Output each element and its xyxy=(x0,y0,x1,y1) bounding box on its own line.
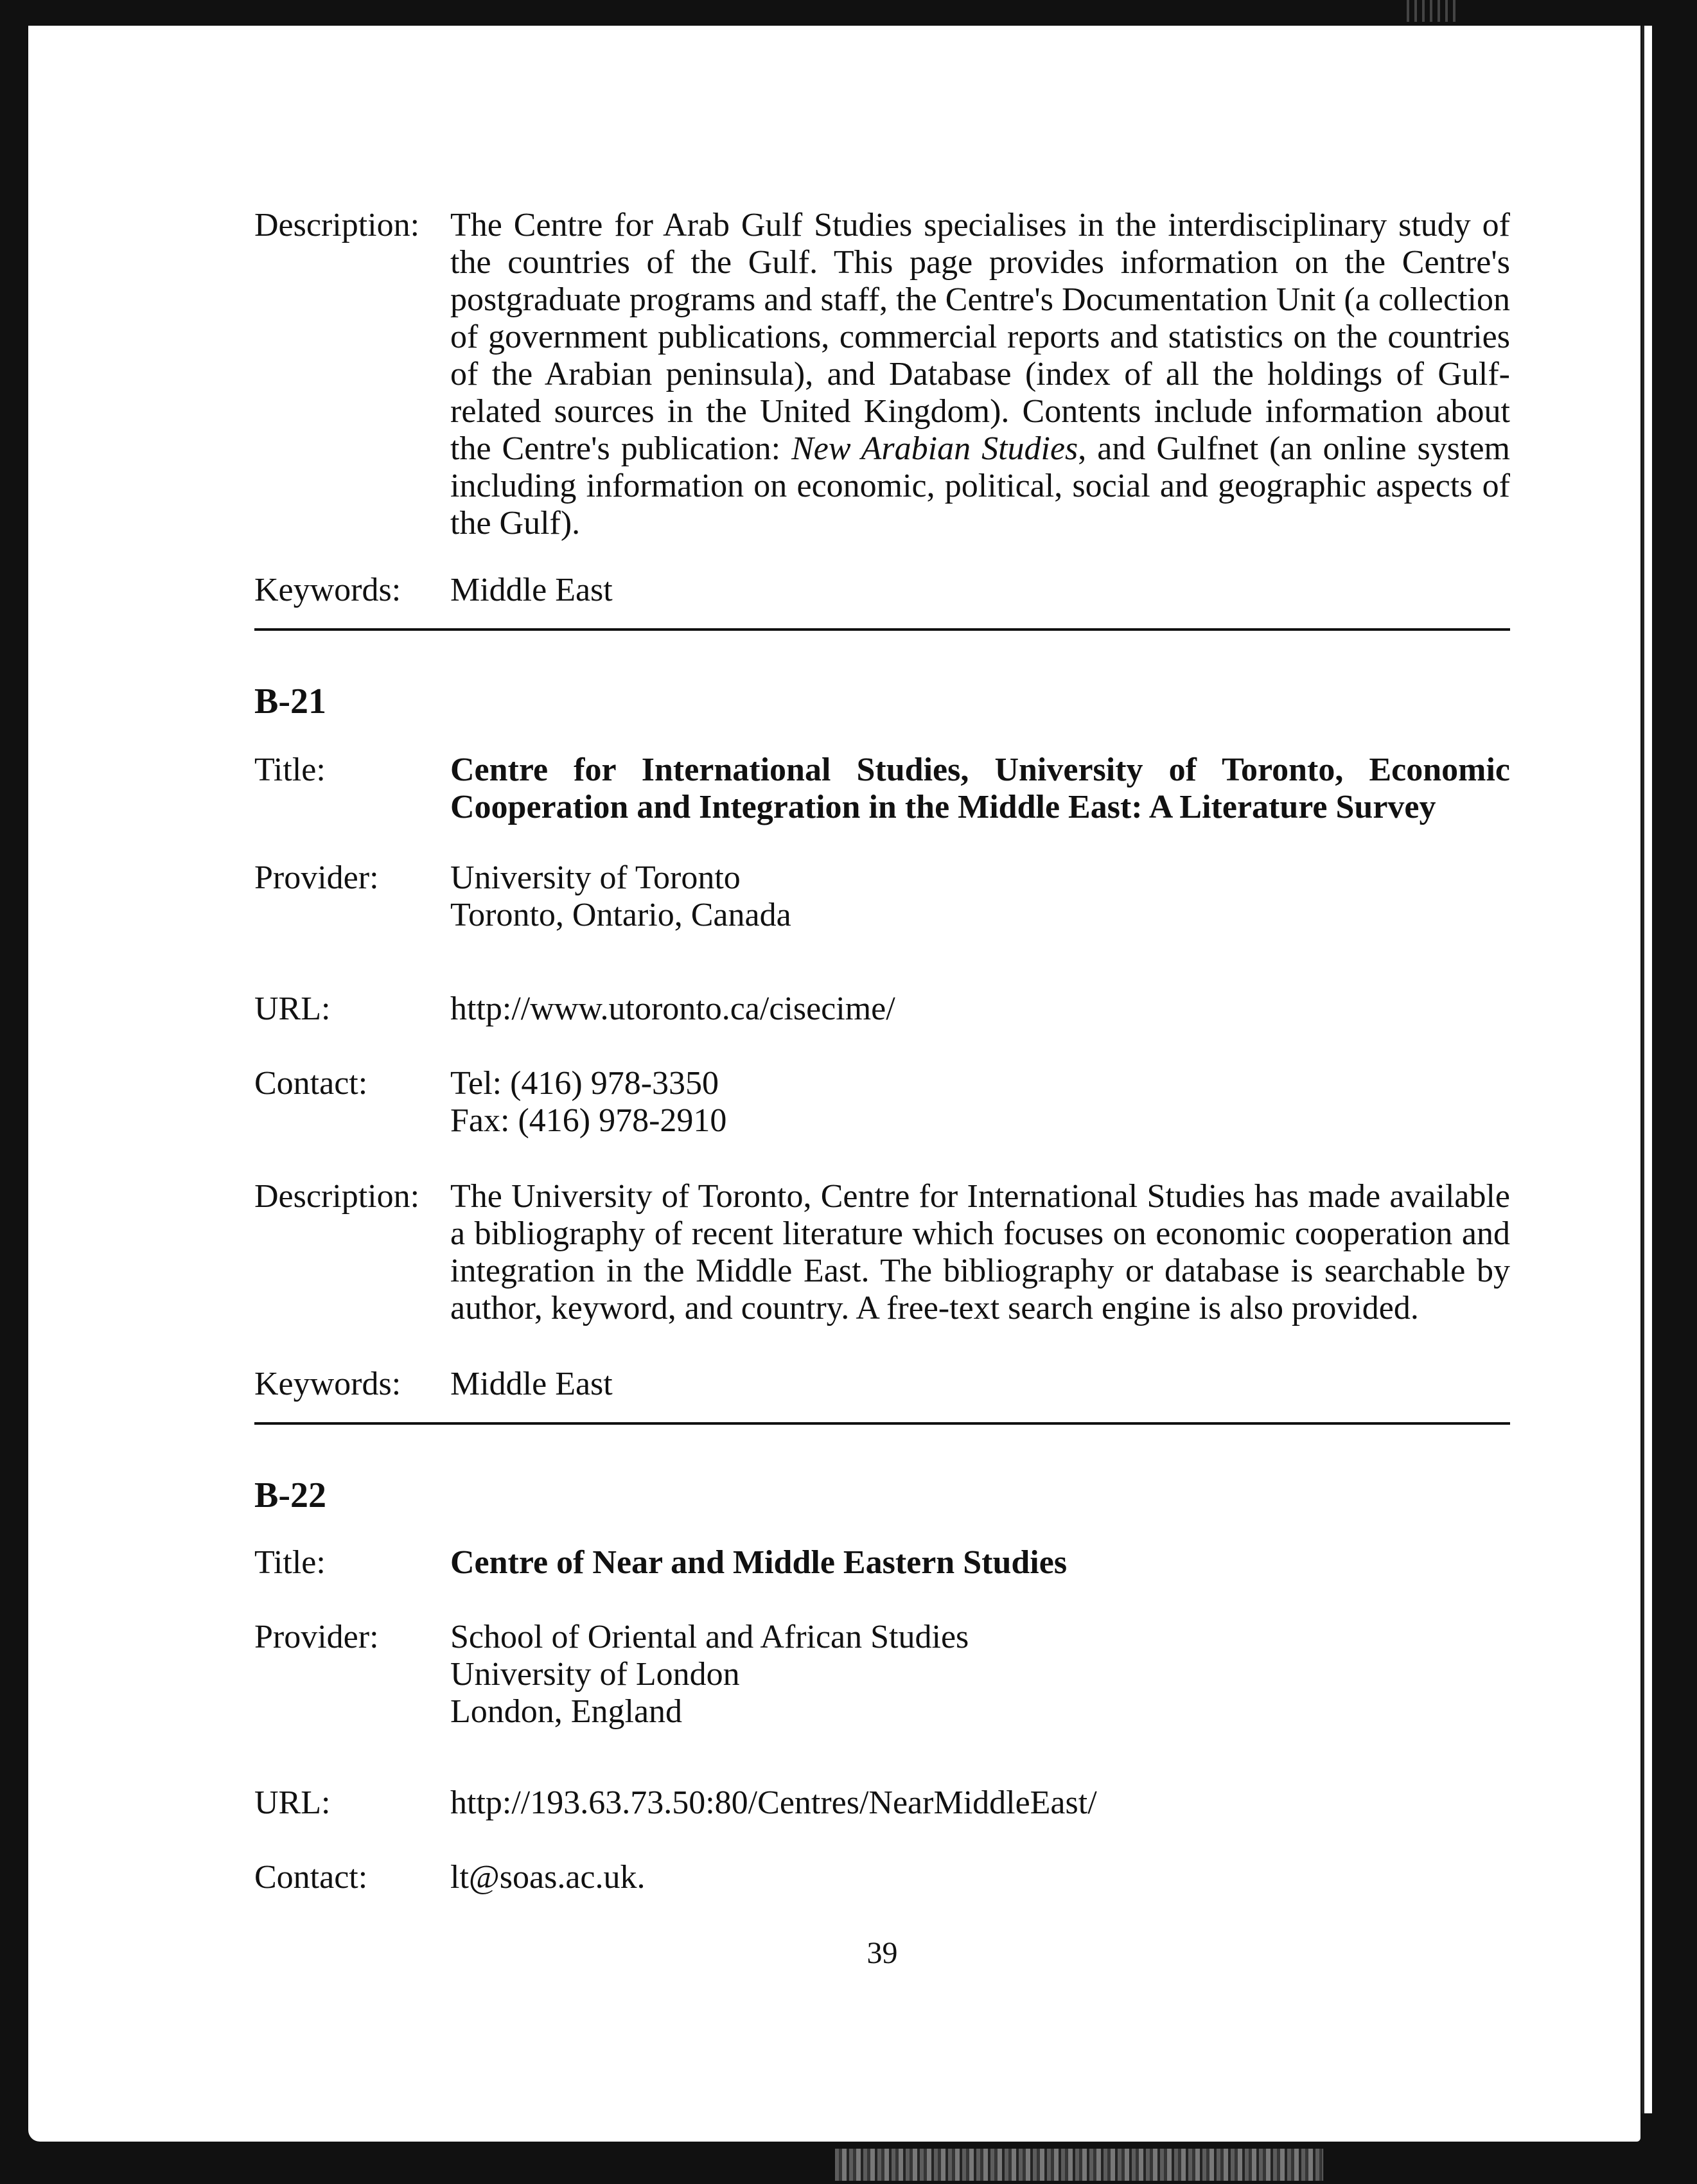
b21-contact xyxy=(450,1065,1510,1140)
b21-title: Centre for International Studies, University of Toronto, Economic Cooperation and Integration in the Middle East: A Literature Survey xyxy=(450,752,1510,825)
prev-description-pub-title: New Arabian Studies xyxy=(791,430,1078,467)
provider-label: Provider: xyxy=(254,1619,379,1655)
b21-keywords: Middle East xyxy=(450,1366,613,1402)
document-page xyxy=(28,26,1640,2142)
prev-description-text xyxy=(450,207,1510,542)
b21-provider-line: Toronto, Ontario, Canada xyxy=(450,897,791,933)
b21-contact-line: Tel: (416) 978-3350 xyxy=(450,1065,719,1102)
section-divider xyxy=(254,1422,1510,1425)
keywords-label: Keywords: xyxy=(254,1366,401,1402)
b21-provider xyxy=(450,859,1510,934)
b22-contact: lt@soas.ac.uk. xyxy=(450,1859,646,1896)
title-label: Title: xyxy=(254,752,326,788)
section-divider xyxy=(254,628,1510,631)
prev-description-pub-suffix: , and Gulfnet (an online system including information on economic, political, social and geographic aspects of the Gulf). xyxy=(450,430,1510,542)
entry-id-b22: B-22 xyxy=(254,1475,326,1515)
url-label: URL: xyxy=(254,991,331,1027)
b21-description: The University of Toronto, Centre for International Studies has made available a bibliography of recent literature which focuses on economic cooperation and integration in the Middle East. The bibliography or database is searchable by author, keyword, and country. A free-text search engine is also provided. xyxy=(450,1178,1510,1326)
b22-provider-line: University of London xyxy=(450,1656,740,1693)
contact-label: Contact: xyxy=(254,1065,368,1102)
prev-description-pub-prefix: publication: xyxy=(620,430,792,467)
provider-label: Provider: xyxy=(254,859,379,896)
scan-artifact-top xyxy=(1407,0,1458,22)
prev-keywords-value: Middle East xyxy=(450,572,613,608)
description-label: Description: xyxy=(254,1178,420,1215)
page-number: 39 xyxy=(866,1936,898,1970)
b22-provider-line: London, England xyxy=(450,1693,683,1730)
b21-provider-line: University of Toronto xyxy=(450,859,741,896)
title-label: Title: xyxy=(254,1544,326,1581)
b21-url: http://www.utoronto.ca/cisecime/ xyxy=(450,991,895,1027)
prev-description-body: The Centre for Arab Gulf Studies specialises in the interdisciplinary study of the countries of the Gulf. This page provides information on the Centre's postgraduate programs and staff, the Centre's Documentation Unit (a collection of government publications, commercial reports and statistics on the countries of the Arabian peninsula), and Database (index of all the holdings of Gulf-related sources in the United Kingdom). Contents include information about the Centre's xyxy=(450,207,1510,467)
b22-provider xyxy=(450,1619,1510,1730)
b22-provider-line: School of Oriental and African Studies xyxy=(450,1619,969,1655)
scan-artifact-bottom xyxy=(835,2149,1323,2181)
b22-url: http://193.63.73.50:80/Centres/NearMiddleEast/ xyxy=(450,1784,1097,1821)
scan-page-edge xyxy=(1642,26,1652,2113)
entry-id-b21: B-21 xyxy=(254,682,326,721)
b22-title: Centre of Near and Middle Eastern Studies xyxy=(450,1544,1068,1581)
contact-label: Contact: xyxy=(254,1859,368,1896)
keywords-label: Keywords: xyxy=(254,572,401,608)
url-label: URL: xyxy=(254,1784,331,1821)
b21-contact-line: Fax: (416) 978-2910 xyxy=(450,1102,727,1139)
description-label: Description: xyxy=(254,207,420,243)
